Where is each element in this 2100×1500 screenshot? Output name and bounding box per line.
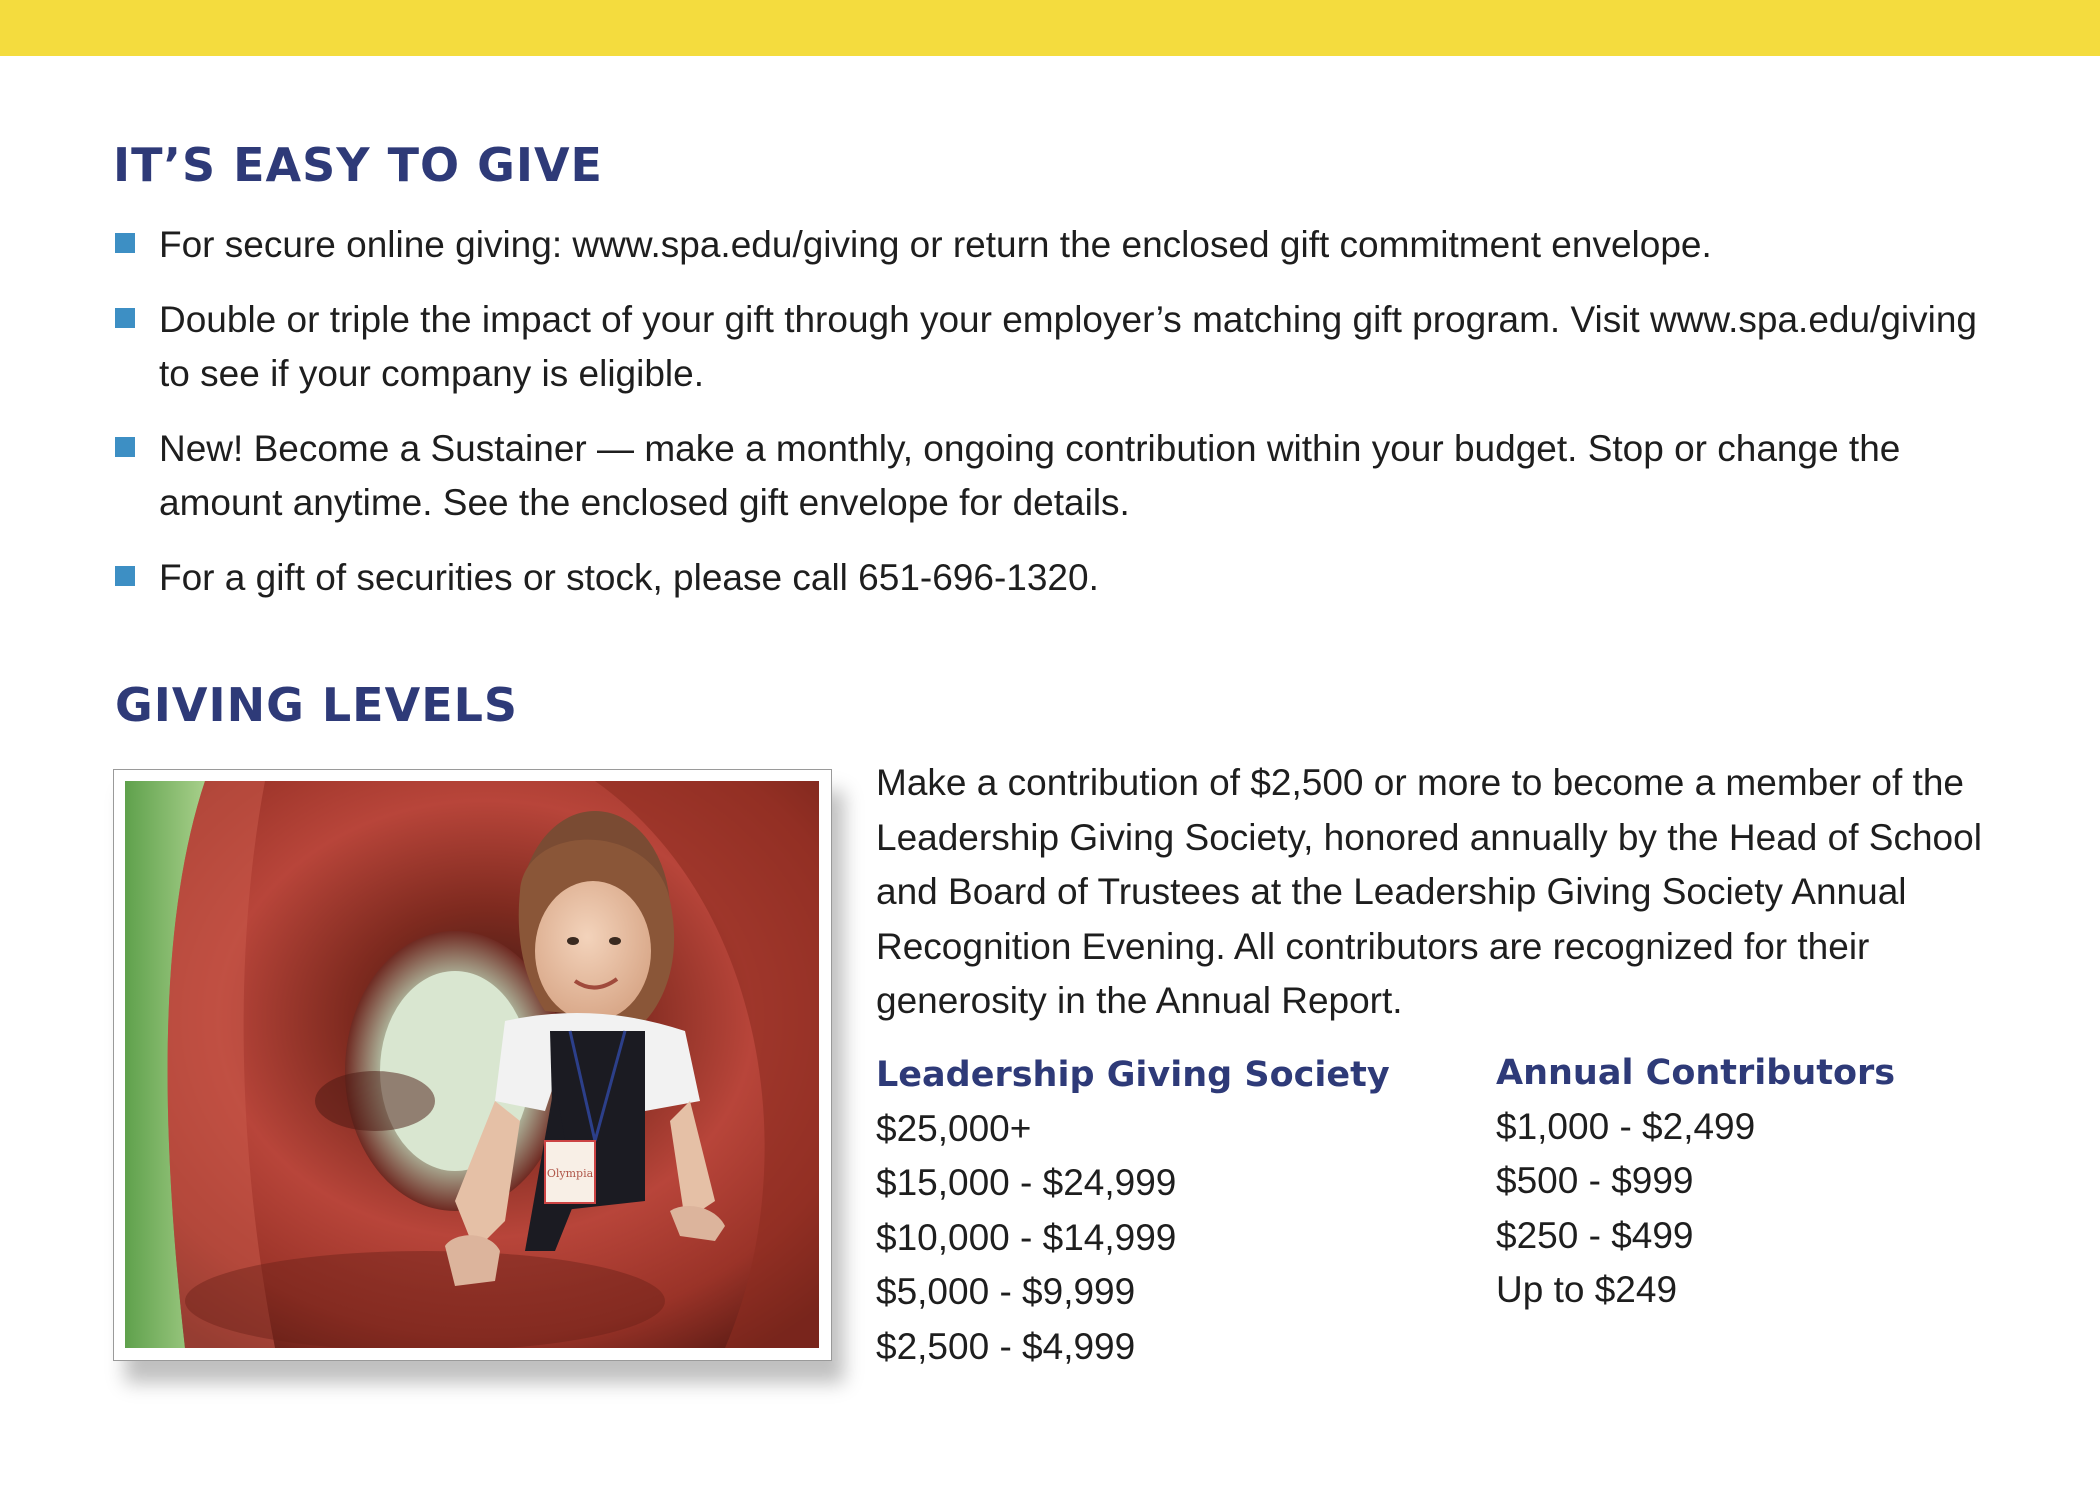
giving-level: $1,000 - $2,499 — [1496, 1106, 1756, 1147]
name-tag-text: Olympia — [546, 1167, 594, 1180]
square-bullet-icon — [115, 437, 135, 457]
giving-level: $500 - $999 — [1496, 1160, 1694, 1202]
leadership-giving-society-column — [876, 1048, 1390, 1374]
annual-contributors-column — [1496, 1046, 1895, 1318]
giving-levels-description: Make a contribution of $2,500 or more to become a member of the Leadership Giving Society, honored annually by the Head of School and Board of Trustees at the Leadership Giving Society Annual Recognition Evening. All contributors are recognized for their generosity in the Annual Report. — [876, 762, 1982, 1021]
giving-level: Up to $249 — [1496, 1269, 1678, 1311]
list-item-text: New! Become a Sustainer — make a monthly, ongoing contribution within your budget. Stop or change the amount anytime. See the enclosed gift envelope for details. — [159, 428, 1901, 523]
square-bullet-icon — [115, 308, 135, 328]
giving-level: $25,000+ — [876, 1108, 1032, 1149]
giving-level: $5,000 - $9,999 — [876, 1271, 1136, 1313]
child-in-tunnel-photo — [125, 781, 819, 1348]
list-item-text: Double or triple the impact of your gift through your employer’s matching gift program. Visit www.spa.edu/giving to see if your company is eligible. — [159, 299, 1978, 394]
leadership-giving-society-title: Leadership Giving Society — [876, 1055, 1390, 1095]
giving-level: $2,500 - $4,999 — [876, 1325, 1136, 1367]
giving-level: $15,000 - $24,999 — [876, 1162, 1177, 1204]
giving-methods-list — [113, 218, 2013, 626]
giving-level: $10,000 - $14,999 — [876, 1216, 1177, 1258]
giving-level: $250 - $499 — [1496, 1214, 1694, 1256]
list-item-text: For secure online giving: www.spa.edu/giving or return the enclosed gift commitment envelope. — [159, 224, 1712, 265]
annual-contributors-title: Annual Contributors — [1496, 1053, 1896, 1093]
easy-to-give-heading: IT’S EASY TO GIVE — [113, 138, 603, 192]
list-item-text: For a gift of securities or stock, please call 651-696-1320. — [159, 557, 1099, 598]
list-item — [113, 551, 2013, 605]
list-item — [113, 293, 2013, 401]
list-item — [113, 218, 2013, 272]
square-bullet-icon — [115, 233, 135, 253]
top-accent-band — [0, 0, 2100, 56]
giving-levels-heading: GIVING LEVELS — [115, 678, 519, 732]
list-item — [113, 422, 2013, 530]
square-bullet-icon — [115, 566, 135, 586]
photo-frame — [113, 769, 832, 1361]
